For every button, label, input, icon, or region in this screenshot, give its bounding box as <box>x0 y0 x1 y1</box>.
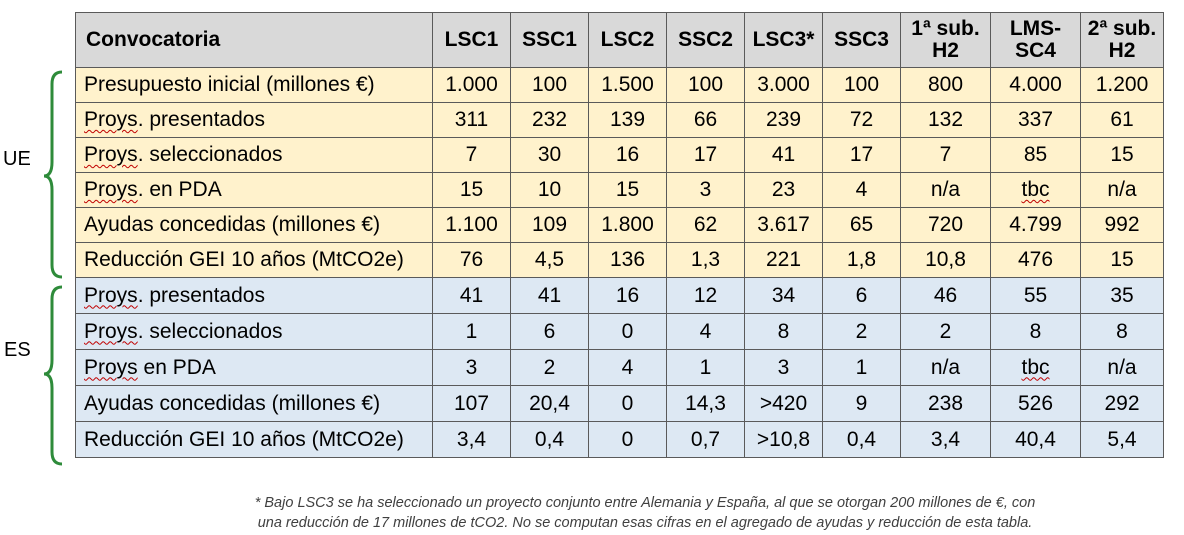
table-cell: 311 <box>433 103 511 138</box>
row-label <box>76 314 433 350</box>
col-header: LMS-SC4 <box>991 13 1081 68</box>
table-cell: 3.000 <box>745 68 823 103</box>
table-cell: 1.800 <box>589 208 667 243</box>
table-cell: 30 <box>511 138 589 173</box>
row-label-rest: . seleccionados <box>137 143 283 166</box>
table-cell: 992 <box>1081 208 1164 243</box>
table-cell: 1.100 <box>433 208 511 243</box>
table-cell: 62 <box>667 208 745 243</box>
col-header: 2ª sub. H2 <box>1081 13 1164 68</box>
table-cell: 337 <box>991 103 1081 138</box>
table-cell: 1 <box>667 350 745 386</box>
footnote-line-1: * Bajo LSC3 se ha seleccionado un proyecto conjunto entre Alemania y España, al que se otorgan 200 millones de €, con <box>254 495 1036 511</box>
row-label: Ayudas concedidas (millones €) <box>76 208 433 243</box>
table-cell: 5,4 <box>1081 422 1164 458</box>
table-cell: 41 <box>745 138 823 173</box>
row-label-word: Proys <box>84 319 138 343</box>
table-cell: 23 <box>745 173 823 208</box>
table-cell: 139 <box>589 103 667 138</box>
table-cell: 8 <box>745 314 823 350</box>
table-cell: 1.200 <box>1081 68 1164 103</box>
table-cell: 3,4 <box>433 422 511 458</box>
table-cell: 85 <box>991 138 1081 173</box>
table-cell: 61 <box>1081 103 1164 138</box>
table-cell: 2 <box>901 314 991 350</box>
table-cell: 17 <box>823 138 901 173</box>
table-row <box>76 138 1164 173</box>
table-row <box>76 314 1164 350</box>
table-cell: 0 <box>589 314 667 350</box>
table-cell: 6 <box>823 278 901 314</box>
table-cell: >10,8 <box>745 422 823 458</box>
table-row <box>76 208 1164 243</box>
es-section <box>76 278 1164 458</box>
table-cell: 238 <box>901 386 991 422</box>
table-cell: 800 <box>901 68 991 103</box>
table-cell: 136 <box>589 243 667 278</box>
col-header: SSC3 <box>823 13 901 68</box>
es-brace <box>44 287 62 464</box>
table-cell: 8 <box>1081 314 1164 350</box>
col-header: LSC1 <box>433 13 511 68</box>
row-label: Ayudas concedidas (millones €) <box>76 386 433 422</box>
table-cell: 9 <box>823 386 901 422</box>
table-cell: 0,4 <box>511 422 589 458</box>
table-cell: 0 <box>589 386 667 422</box>
table-cell: 14,3 <box>667 386 745 422</box>
table-cell: 292 <box>1081 386 1164 422</box>
table-cell: 72 <box>823 103 901 138</box>
table-row <box>76 243 1164 278</box>
table-cell: 4.000 <box>991 68 1081 103</box>
row-label-rest: en PDA <box>137 355 216 379</box>
table-cell: 1,8 <box>823 243 901 278</box>
table-cell: 476 <box>991 243 1081 278</box>
table-cell: 55 <box>991 278 1081 314</box>
table-cell: 46 <box>901 278 991 314</box>
table-cell: 41 <box>433 278 511 314</box>
table-cell: n/a <box>901 350 991 386</box>
table-cell: 35 <box>1081 278 1164 314</box>
group-label-es: ES <box>4 339 31 361</box>
table-cell: 10,8 <box>901 243 991 278</box>
table-cell: 1 <box>433 314 511 350</box>
col-header: 1ª sub. H2 <box>901 13 991 68</box>
table-cell: 15 <box>1081 138 1164 173</box>
table-cell: 3,4 <box>901 422 991 458</box>
table-cell: n/a <box>1081 173 1164 208</box>
table-row <box>76 350 1164 386</box>
table-cell: 16 <box>589 138 667 173</box>
table-cell: 1.000 <box>433 68 511 103</box>
row-label-rest: . seleccionados <box>137 319 283 343</box>
table-cell: 526 <box>991 386 1081 422</box>
table-row <box>76 103 1164 138</box>
row-label <box>76 350 433 386</box>
table-cell: 100 <box>667 68 745 103</box>
table-cell: 1.500 <box>589 68 667 103</box>
table-cell: 34 <box>745 278 823 314</box>
table-cell: 8 <box>991 314 1081 350</box>
calls-table <box>75 12 1164 458</box>
table-cell: 12 <box>667 278 745 314</box>
table-cell: 132 <box>901 103 991 138</box>
table-cell: 41 <box>511 278 589 314</box>
table-cell: 65 <box>823 208 901 243</box>
row-label <box>76 138 433 173</box>
footnote-line-2: una reducción de 17 millones de tCO2. No se computan esas cifras en el agregado de ayudas y reducción de esta tabla. <box>257 515 1033 531</box>
row-label <box>76 103 433 138</box>
table-cell: 76 <box>433 243 511 278</box>
col-header: LSC2 <box>589 13 667 68</box>
ue-brace <box>44 72 62 277</box>
table-cell: 4,5 <box>511 243 589 278</box>
table-cell: 0,4 <box>823 422 901 458</box>
row-label: Reducción GEI 10 años (MtCO2e) <box>76 422 433 458</box>
table-cell: 0,7 <box>667 422 745 458</box>
table-row <box>76 422 1164 458</box>
table-cell: 239 <box>745 103 823 138</box>
row-label-word: Proys <box>84 143 138 166</box>
table-cell: tbc <box>991 173 1081 208</box>
table-cell: 2 <box>823 314 901 350</box>
table-cell: 109 <box>511 208 589 243</box>
row-label <box>76 173 433 208</box>
table-cell: 3 <box>745 350 823 386</box>
table-cell: 221 <box>745 243 823 278</box>
table-cell: 10 <box>511 173 589 208</box>
table-cell: 15 <box>433 173 511 208</box>
table-cell: n/a <box>1081 350 1164 386</box>
col-header: SSC2 <box>667 13 745 68</box>
table-cell: >420 <box>745 386 823 422</box>
ue-section <box>76 68 1164 278</box>
table-cell: 0 <box>589 422 667 458</box>
group-braces <box>0 0 75 480</box>
table-cell: 4 <box>667 314 745 350</box>
table-cell: 232 <box>511 103 589 138</box>
row-label-rest: . en PDA <box>137 178 222 201</box>
row-label: Reducción GEI 10 años (MtCO2e) <box>76 243 433 278</box>
table-cell: 4 <box>823 173 901 208</box>
table-cell: 15 <box>1081 243 1164 278</box>
table-cell: 40,4 <box>991 422 1081 458</box>
table-cell: 3 <box>433 350 511 386</box>
header-corner: Convocatoria <box>76 13 433 68</box>
table-cell: 4 <box>589 350 667 386</box>
row-label-word: Proys <box>84 283 138 307</box>
col-header: SSC1 <box>511 13 589 68</box>
table-cell: tbc <box>991 350 1081 386</box>
row-label-rest: . presentados <box>137 283 265 307</box>
group-label-ue: UE <box>3 148 31 170</box>
row-label-word: Proys <box>84 108 138 131</box>
row-label-rest: . presentados <box>137 108 265 131</box>
table-cell: 7 <box>433 138 511 173</box>
table-cell: 17 <box>667 138 745 173</box>
table-cell: 100 <box>511 68 589 103</box>
header-row <box>76 13 1164 68</box>
row-label: Presupuesto inicial (millones €) <box>76 68 433 103</box>
table-row <box>76 68 1164 103</box>
col-header: LSC3* <box>745 13 823 68</box>
table-row <box>76 386 1164 422</box>
table-cell: 16 <box>589 278 667 314</box>
row-label-word: Proys <box>84 178 138 201</box>
footnote <box>140 493 1150 533</box>
table-cell: 7 <box>901 138 991 173</box>
table-cell: 1 <box>823 350 901 386</box>
table-cell: 107 <box>433 386 511 422</box>
table-cell: 4.799 <box>991 208 1081 243</box>
table-row <box>76 173 1164 208</box>
table-cell: 1,3 <box>667 243 745 278</box>
table-cell: 66 <box>667 103 745 138</box>
table-cell: 720 <box>901 208 991 243</box>
table-cell: 6 <box>511 314 589 350</box>
table-cell: 20,4 <box>511 386 589 422</box>
table-cell: 2 <box>511 350 589 386</box>
table-cell: 3 <box>667 173 745 208</box>
table-row <box>76 278 1164 314</box>
row-label <box>76 278 433 314</box>
table-cell: 15 <box>589 173 667 208</box>
row-label-word: Proys <box>84 355 138 379</box>
table-cell: 100 <box>823 68 901 103</box>
table-cell: 3.617 <box>745 208 823 243</box>
table-cell: n/a <box>901 173 991 208</box>
